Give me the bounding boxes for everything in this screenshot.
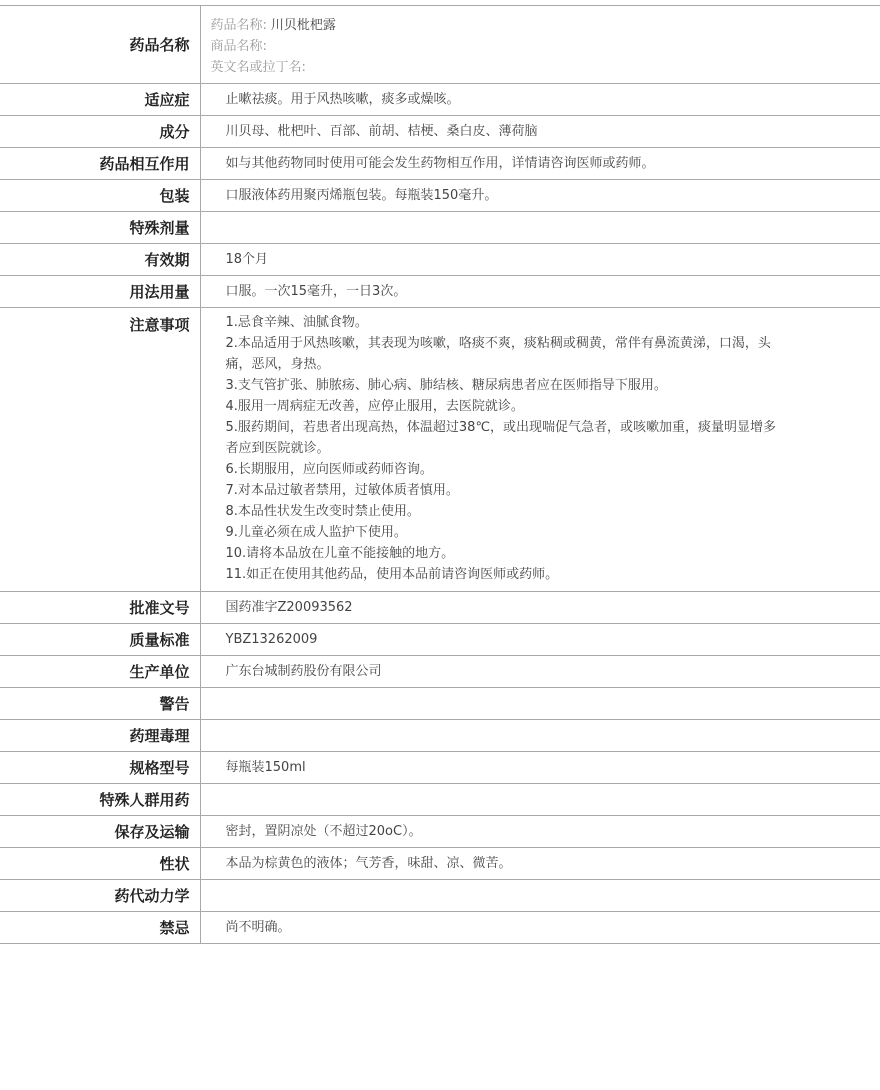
row-label: 用法用量 bbox=[0, 276, 200, 308]
row-special-groups bbox=[0, 784, 880, 816]
row-ingredients bbox=[0, 116, 880, 148]
row-value: 口服液体药用聚丙烯瓶包装。每瓶装150毫升。 bbox=[200, 180, 880, 212]
row-warning bbox=[0, 688, 880, 720]
row-quality-standard bbox=[0, 624, 880, 656]
row-packaging bbox=[0, 180, 880, 212]
row-value bbox=[200, 880, 880, 912]
row-toxicology bbox=[0, 720, 880, 752]
row-contraindications bbox=[0, 912, 880, 944]
precaution-item: 6.长期服用，应向医师或药师咨询。 bbox=[225, 462, 433, 477]
row-storage bbox=[0, 816, 880, 848]
row-label: 生产单位 bbox=[0, 656, 200, 688]
row-approval-no bbox=[0, 592, 880, 624]
row-value: 止嗽祛痰。用于风热咳嗽，痰多或燥咳。 bbox=[200, 84, 880, 116]
row-label: 适应症 bbox=[0, 84, 200, 116]
drug-name-line bbox=[211, 15, 781, 36]
precautions-list bbox=[200, 308, 880, 592]
row-value: 尚不明确。 bbox=[200, 912, 880, 944]
row-label: 包装 bbox=[0, 180, 200, 212]
drug-name-key: 药品名称: bbox=[210, 18, 267, 33]
row-value bbox=[200, 212, 880, 244]
row-precautions bbox=[0, 308, 880, 592]
row-manufacturer bbox=[0, 656, 880, 688]
row-value bbox=[200, 720, 880, 752]
row-value: YBZ13262009 bbox=[200, 624, 880, 656]
row-label: 成分 bbox=[0, 116, 200, 148]
row-value: 每瓶装150ml bbox=[200, 752, 880, 784]
precaution-item: 4.服用一周病症无改善，应停止服用，去医院就诊。 bbox=[225, 399, 524, 414]
drug-name-block bbox=[200, 6, 880, 84]
row-value: 密封，置阴凉处（不超过20oC）。 bbox=[200, 816, 880, 848]
precaution-item: 8.本品性状发生改变时禁止使用。 bbox=[225, 504, 420, 519]
row-label: 特殊人群用药 bbox=[0, 784, 200, 816]
row-interactions bbox=[0, 148, 880, 180]
row-drug-name bbox=[0, 6, 880, 84]
row-label: 保存及运输 bbox=[0, 816, 200, 848]
trade-name-line bbox=[211, 36, 781, 57]
english-name-line bbox=[211, 57, 781, 78]
drug-info-table bbox=[0, 5, 880, 944]
row-value: 本品为棕黄色的液体；气芳香，味甜、凉、微苦。 bbox=[200, 848, 880, 880]
row-spec bbox=[0, 752, 880, 784]
row-usage bbox=[0, 276, 880, 308]
row-value bbox=[200, 784, 880, 816]
row-label: 注意事项 bbox=[0, 308, 200, 592]
row-value: 川贝母、枇杷叶、百部、前胡、桔梗、桑白皮、薄荷脑 bbox=[200, 116, 880, 148]
precaution-item: 1.忌食辛辣、油腻食物。 bbox=[225, 315, 368, 330]
english-name-key: 英文名或拉丁名: bbox=[210, 60, 306, 75]
trade-name-key: 商品名称: bbox=[210, 39, 267, 54]
row-appearance bbox=[0, 848, 880, 880]
row-value: 国药准字Z20093562 bbox=[200, 592, 880, 624]
precaution-item: 2.本品适用于风热咳嗽，其表现为咳嗽，咯痰不爽，痰粘稠或稠黄，常伴有鼻流黄涕，口渴，头痛，恶风，身热。 bbox=[225, 336, 771, 372]
precaution-item: 7.对本品过敏者禁用，过敏体质者慎用。 bbox=[225, 483, 459, 498]
row-label: 特殊剂量 bbox=[0, 212, 200, 244]
row-label: 禁忌 bbox=[0, 912, 200, 944]
row-value: 口服。一次15毫升，一日3次。 bbox=[200, 276, 880, 308]
row-label: 批准文号 bbox=[0, 592, 200, 624]
row-label: 规格型号 bbox=[0, 752, 200, 784]
drug-name-value: 川贝枇杷露 bbox=[270, 18, 336, 33]
precaution-item: 11.如正在使用其他药品，使用本品前请咨询医师或药师。 bbox=[225, 567, 559, 582]
row-shelf-life bbox=[0, 244, 880, 276]
row-label: 药代动力学 bbox=[0, 880, 200, 912]
row-label: 有效期 bbox=[0, 244, 200, 276]
row-label: 药品相互作用 bbox=[0, 148, 200, 180]
row-value: 如与其他药物同时使用可能会发生药物相互作用，详情请咨询医师或药师。 bbox=[200, 148, 880, 180]
precaution-item: 3.支气管扩张、肺脓疡、肺心病、肺结核、糖尿病患者应在医师指导下服用。 bbox=[225, 378, 667, 393]
precaution-item: 9.儿童必须在成人监护下使用。 bbox=[225, 525, 407, 540]
row-label: 质量标准 bbox=[0, 624, 200, 656]
row-value bbox=[200, 688, 880, 720]
row-pharmacokinetics bbox=[0, 880, 880, 912]
row-value: 18个月 bbox=[200, 244, 880, 276]
precaution-item: 5.服药期间，若患者出现高热，体温超过38℃，或出现喘促气急者，或咳嗽加重，痰量明显增多者应到医院就诊。 bbox=[225, 420, 777, 456]
precaution-item: 10.请将本品放在儿童不能接触的地方。 bbox=[225, 546, 455, 561]
row-label: 性状 bbox=[0, 848, 200, 880]
row-special-dose bbox=[0, 212, 880, 244]
row-label: 药品名称 bbox=[0, 6, 200, 84]
row-label: 警告 bbox=[0, 688, 200, 720]
row-indications bbox=[0, 84, 880, 116]
row-label: 药理毒理 bbox=[0, 720, 200, 752]
row-value: 广东台城制药股份有限公司 bbox=[200, 656, 880, 688]
